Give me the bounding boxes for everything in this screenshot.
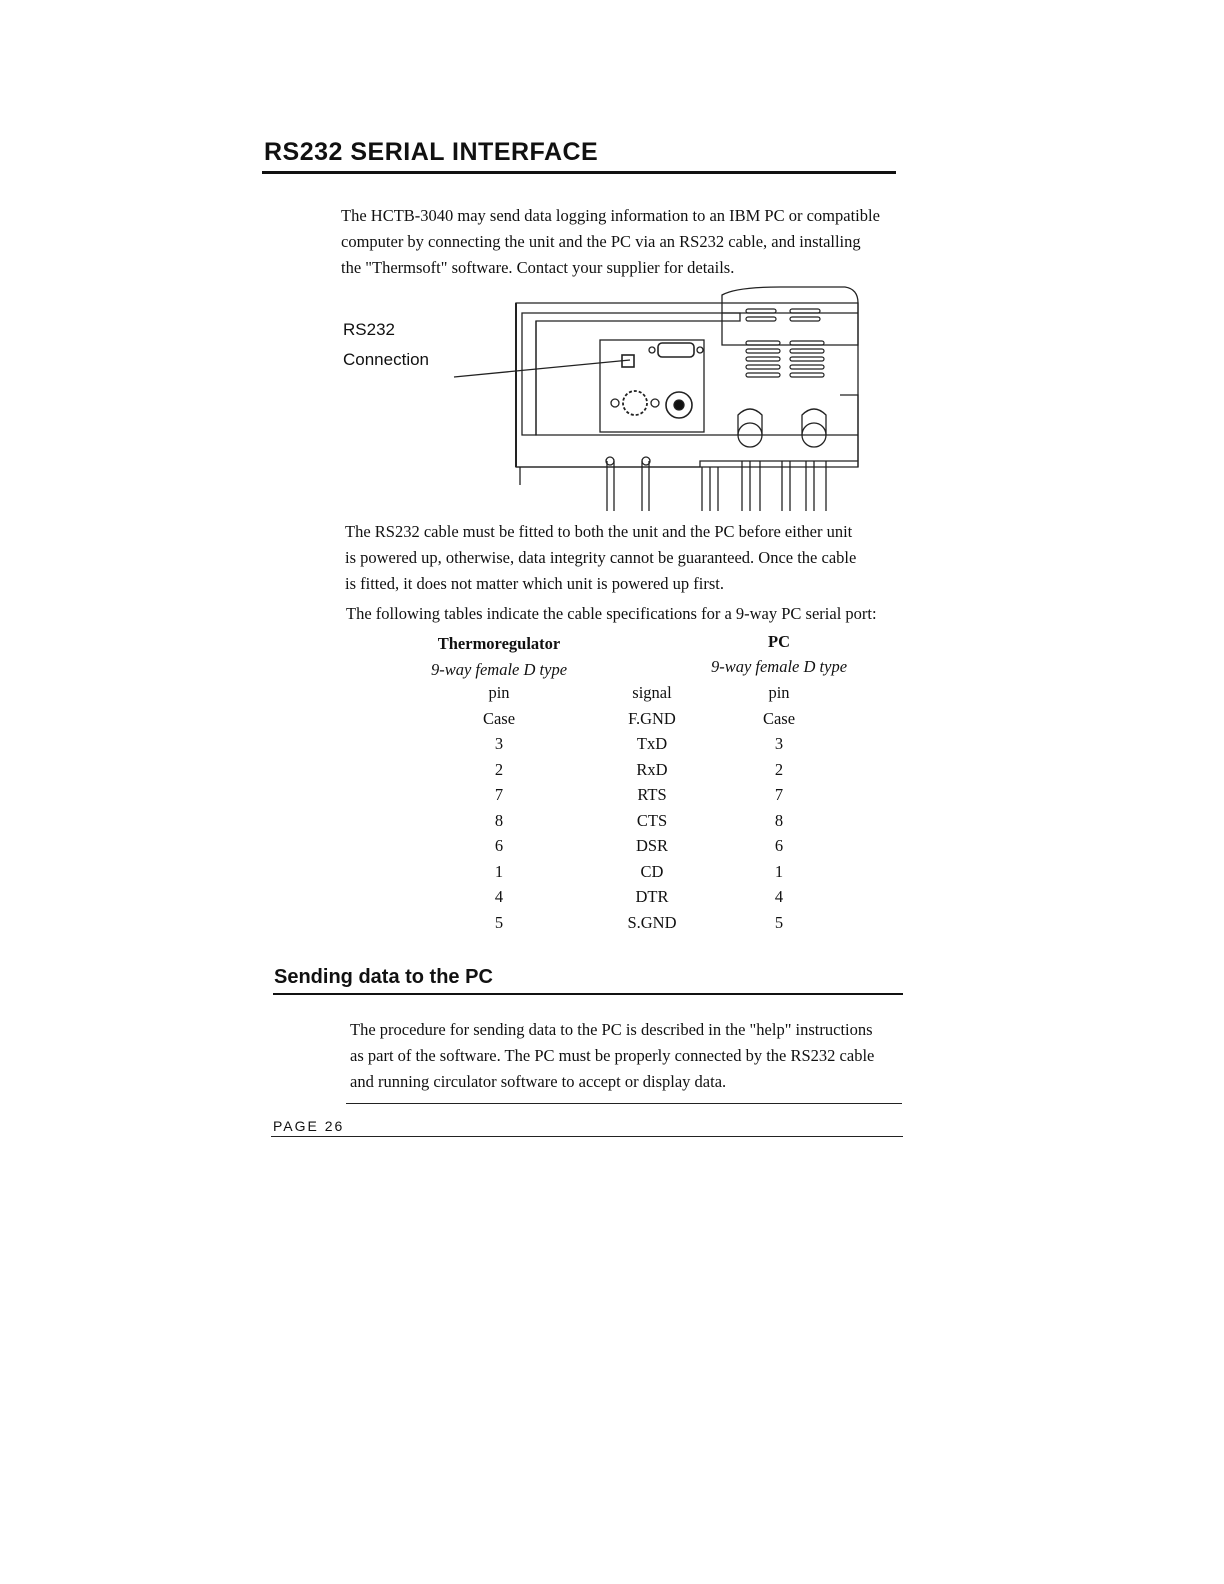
intro-line: computer by connecting the unit and the PC via an RS232 cable, and installing	[341, 232, 861, 251]
cell-signal: S.GND	[627, 912, 677, 932]
cell-pc-pin: 8	[774, 810, 784, 830]
cell-signal: CD	[640, 861, 664, 881]
subsection-title: Sending data to the PC	[274, 966, 493, 988]
section-title: RS232 SERIAL INTERFACE	[264, 138, 599, 166]
cell-signal: CTS	[636, 810, 668, 830]
cell-thermoregulator-pin: 6	[494, 836, 504, 855]
cable-note-line: is powered up, otherwise, data integrity cannot be guaranteed. Once the cable	[345, 548, 857, 567]
callout-label-rs232: RS232	[343, 320, 395, 339]
cell-pc-pin: 4	[774, 887, 784, 906]
footer-bottom-rule	[271, 1136, 903, 1137]
cell-thermoregulator-pin: Case	[482, 708, 516, 728]
cable-note-line: The RS232 cable must be fitted to both the unit and the PC before either unit	[345, 522, 853, 541]
right-column-subtitle: 9-way female D type	[710, 657, 848, 676]
left-column-title: Thermoregulator	[437, 634, 561, 653]
cell-thermoregulator-pin: 5	[494, 912, 504, 932]
cell-thermoregulator-pin: 3	[494, 734, 504, 753]
page-number: PAGE 26	[273, 1118, 345, 1134]
sending-line: as part of the software. The PC must be properly connected by the RS232 cable	[350, 1046, 875, 1065]
cell-thermoregulator-pin: 8	[494, 810, 504, 830]
cell-signal: RxD	[636, 759, 668, 779]
header-pc-pin: pin	[768, 683, 790, 702]
cell-pc-pin: 2	[774, 759, 784, 779]
header-thermoregulator-pin: pin	[488, 683, 510, 702]
cable-note-line: is fitted, it does not matter which unit is powered up first.	[345, 574, 724, 593]
cell-pc-pin: 5	[774, 912, 784, 932]
cell-thermoregulator-pin: 7	[494, 785, 504, 804]
cell-thermoregulator-pin: 2	[494, 759, 504, 779]
cell-thermoregulator-pin: 1	[494, 861, 504, 881]
intro-line: the "Thermsoft" software. Contact your supplier for details.	[341, 258, 735, 277]
left-column-subtitle: 9-way female D type	[430, 660, 568, 679]
cell-signal: DTR	[635, 887, 669, 906]
intro-line: The HCTB-3040 may send data logging information to an IBM PC or compatible	[341, 206, 880, 225]
cell-pc-pin: Case	[762, 708, 796, 728]
sending-line: and running circulator software to accept or display data.	[350, 1072, 727, 1091]
footer-top-rule	[346, 1103, 902, 1104]
cell-pc-pin: 7	[774, 785, 784, 804]
subsection-rule	[273, 993, 903, 995]
cell-pc-pin: 6	[774, 836, 784, 855]
callout-label-connection: Connection	[343, 350, 430, 369]
cell-signal: F.GND	[628, 708, 676, 728]
cell-signal: TxD	[636, 734, 668, 753]
header-signal: signal	[632, 683, 672, 702]
sending-paragraph	[350, 1017, 910, 1095]
cell-signal: DSR	[635, 836, 669, 855]
right-column-title: PC	[768, 632, 790, 651]
sending-line: The procedure for sending data to the PC is described in the "help" instructions	[350, 1020, 873, 1039]
cell-signal: RTS	[637, 785, 667, 804]
cell-thermoregulator-pin: 4	[494, 887, 504, 906]
tables-intro: The following tables indicate the cable specifications for a 9-way PC serial port:	[346, 604, 877, 623]
cell-pc-pin: 3	[774, 734, 784, 753]
cell-pc-pin: 1	[774, 861, 784, 881]
